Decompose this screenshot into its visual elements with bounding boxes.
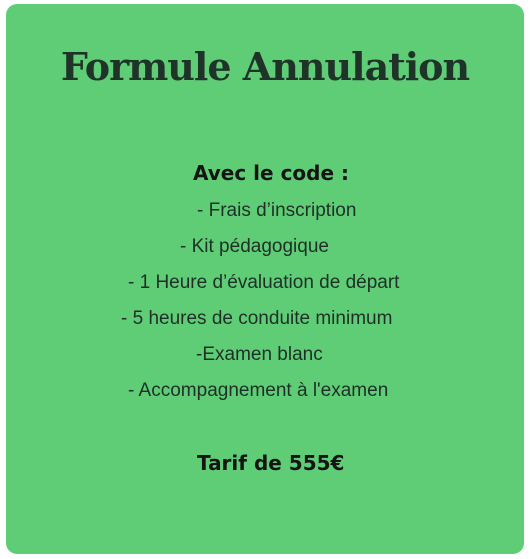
list-item-heures-conduite: - 5 heures de conduite minimum (121, 308, 393, 329)
list-item-examen-blanc: -Examen blanc (196, 344, 323, 365)
list-item-kit-pedagogique: - Kit pédagogique (180, 236, 329, 257)
price-label: Tarif de 555€ (197, 451, 345, 475)
card-title: Formule Annulation (60, 44, 470, 89)
list-item-evaluation-depart: - 1 Heure d’évaluation de départ (128, 272, 400, 293)
code-heading: Avec le code : (193, 161, 350, 185)
list-item-accompagnement-examen: - Accompagnement à l'examen (128, 380, 389, 401)
offer-card (6, 4, 524, 554)
list-item-frais-inscription: - Frais d’inscription (197, 200, 357, 221)
